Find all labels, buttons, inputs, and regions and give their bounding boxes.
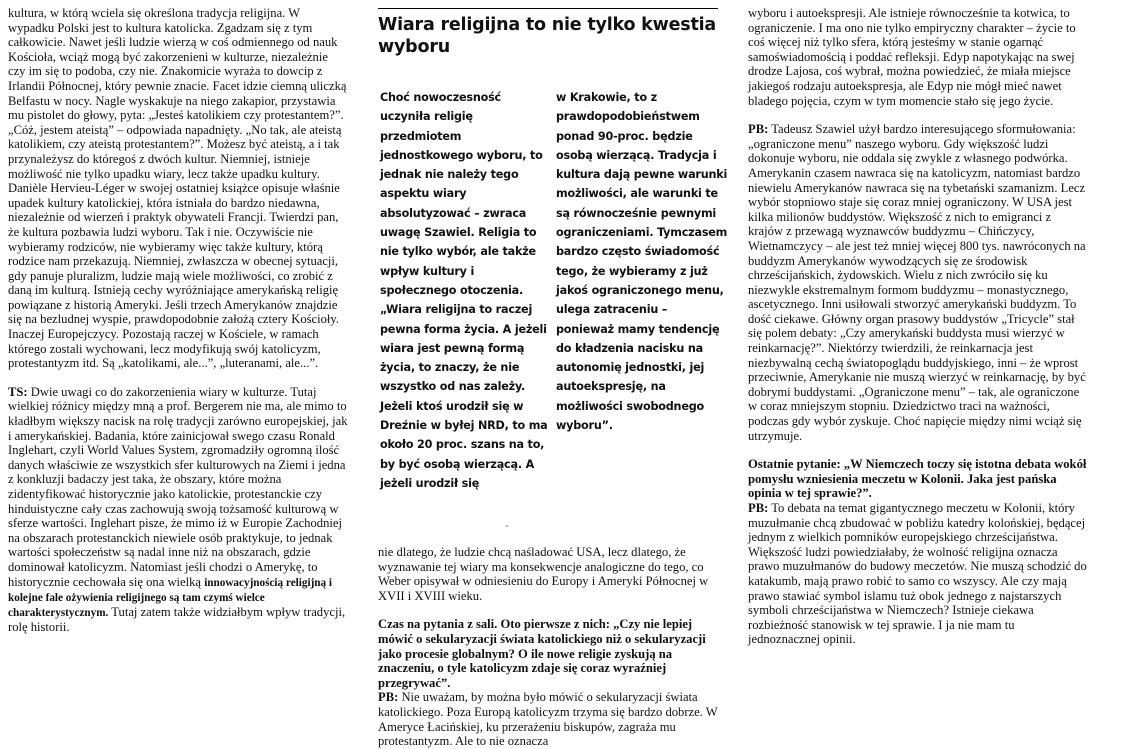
speaker-tag: PB: [378, 690, 399, 705]
paragraph-ts [8, 385, 348, 634]
speaker-tag: TS: [8, 384, 28, 399]
article-column-1 [8, 6, 348, 634]
sidebar-column-left: Choć nowoczesność uczyniła religię przedmiotem jednostkowego wyboru, to jednak nie należy tego aspektu wiary absolutyzować – zwraca uwagę Szawiel. Religia to nie tylko wybór, ale także wpływ kultury i społecznego otoczenia. „Wiara religijna to raczej pewna forma życia. A jeżeli wiara jest pewną formą życia, to znaczy, że nie wszystko od nas zależy. Jeżeli ktoś urodził się w Dreźnie w byłej NRD, to ma około 20 proc. szans na to, by być osobą wierzącą. A jeżeli urodził się [380, 91, 548, 490]
audience-question: Ostatnie pytanie: „W Niemczech toczy się istotna debata wokół pomysłu wzniesienia meczetu w Kolonii. Jaka jest pańska opinia w tej sprawie?”. [748, 457, 1087, 501]
sidebar-headline: Wiara religijna to nie tylko kwestia wyboru [378, 15, 717, 57]
separator-mark: - [505, 521, 509, 532]
paragraph: nie dlatego, że ludzie chcą naśladować USA, lecz dlatego, że wyznawanie tej wiary ma konsekwencje analogiczne do tego, co Weber opisywał w odniesieniu do Europy i Ameryki Północnej w XVII i XVIII wieku. [378, 545, 709, 603]
paragraph-text-end: Tutaj zatem także widziałbym wpływ tradycji, rolę historii. [8, 604, 346, 634]
article-column-3 [748, 6, 1088, 647]
paragraph-pb [748, 122, 1088, 443]
speaker-tag: PB: [748, 122, 769, 137]
headline-rule [378, 8, 718, 9]
paragraph-pb [748, 501, 1088, 647]
paragraph-text: Tadeusz Szawiel użył bardzo interesującego sformułowania: „ograniczone menu” naszego wyboru. Gdy większość ludzi dokonuje wyboru, nie oddala się zwykle z własnego podwórka. Amerykanin czasem nawraca się na katolicyzm, natomiast bardzo niewielu Amerykanów nawraca się na tybetański szamanizm. Lecz wybór stopniowo staje się coraz mniej ograniczony. W USA jest kilka milionów buddystów. Większość z nich to emigranci z krajów z przewagą wyznawców buddyzmu – Chińczycy, Wietnamczycy – ale jest też mniej więcej 800 tys. nawróconych na buddyzm Amerykanów wywodzących się ze środowisk chrześcijańskich, żydowskich. Wielu z nich zwróciło się ku niezwykle ekstremalnym formom buddyzmu – monastycznego, ascetycznego. Inni usiłowali stworzyć amerykański buddyzm. To dość ciekawe. Główny organ prasowy buddystów „Tricycle” stał się polem debaty: „Czy amerykański buddysta musi wierzyć w reinkarnację?”. Niektórzy twierdzili, że reinkarnacja jest niezbywalną cechą światopoglądu buddyjskiego, inni – że wprost przeciwnie, Amerykanie nie muszą wierzyć w reinkarnację, by być dobrymi buddystami. „Ograniczone menu” – tak, ale ograniczone w coraz mniejszym stopniu. Dziedzictwo traci na ważności, podczas gdy wybór zyskuje. Choć napięcie między nimi wciąż się utrzymuje. [748, 122, 1086, 443]
speaker-tag: PB: [748, 501, 769, 515]
paragraph-text-dense: innowacyjnością religijną i kolejne fale ożywienia religijnego są tam czymś wielce charakterystycznym. [8, 576, 333, 619]
article-column-2 [378, 545, 718, 749]
paragraph-pb [378, 690, 718, 748]
paragraph: wyboru i autoekspresji. Ale istnieje równocześnie ta kotwica, to ograniczenie. I ma ono nie tylko empiryczny charakter – życie to coś więcej niż tylko sfera, którą jesteśmy w stanie ogarnąć samoświadomością i poddać refleksji. Edyp napotykając na swej drodze Lajosa, coś wybrał, można powiedzieć, że miała miejsce jakiegoś rodzaju autoekspresja, ale Edyp nie mógł mieć nawet bladego pojęcia, czym w tym momencie stało się jego życie. [748, 6, 1076, 108]
paragraph: kultura, w którą wciela się określona tradycja religijna. W wypadku Polski jest to kultura katolicka. Zgadzam się z tym całkowicie. Nawet jeśli ludzie wierzą w coś odmiennego od nauk Kościoła, wciąż mogą być zakorzenieni w kulturze, niezależnie czy im się to podoba, czy nie. Znakomicie wyraża to dowcip z Irlandii Północnej, który pewnie znacie. Facet idzie ciemną uliczką Belfastu w nocy. Nagle wyskakuje na niego zakapior, przystawia mu pistolet do głowy, pyta: „Jesteś katolikiem czy protestantem?”. „Cóż, jestem ateistą” – odpowiada napadnięty. „No tak, ale ateistą katolikiem, czy ateistą protestantem?”. Możesz być ateistą, a i tak przynależysz do któregoś z dwóch kultur. Niemniej, istnieje możliwość nie tylko upadku wiary, lecz także upadku kultury. Danièle Hervieu-Léger w swojej ostatniej książce opisuje właśnie upadek kultury katolickiej, która istniała do bardzo niedawna, niezależnie od wierzeń i praktyk obywateli Francji. Twierdzi pan, że kultura pozbawia ludzi wyboru. Tak i nie. Oczywiście nie wybieramy rodziców, nie wybieramy więc także kultury, którą rodzice nam przekazują. Niemniej, zwłaszcza w obecnej sytuacji, gdy panuje pluralizm, ludzie mają wiele możliwości, co zrobić z daną im kulturą. Istnieją cechy wyróżniające amerykańską religię powiązane z historią Ameryki. Jeśli trzech Amerykanów znajdzie się na bezludnej wyspie, prawdopodobnie założą cztery Kościoły. Inaczej Europejczycy. Pozostają raczej w Kościele, w ramach którego zostali wychowani, lecz modyfikują swój katolicyzm, protestantyzm itd. Są „katolikami, ale...”, „luteranami, ale...”. [8, 6, 347, 371]
sidebar-column-right: w Krakowie, to z prawdopodobieństwem ponad 90-proc. będzie osobą wierzącą. Tradycja i kultura dają pewne warunki możliwości, ale warunki te są równocześnie pewnymi ograniczeniami. Tymczasem bardzo często świadomość tego, że wybieramy z już jakoś ograniczonego menu, ulega zatraceniu – ponieważ mamy tendencję do kładzenia nacisku na autonomię jednostki, jej autoekspresję, na możliwości swobodnego wyboru”. [556, 91, 728, 433]
paragraph-text: To debata na temat gigantycznego meczetu w Kolonii, który muzułmanie chcą zbudować w pobliżu katedry kolońskiej, będącej jednym z wielkich pomników europejskiego chrześcijaństwa. Większość ludzi powiedziałaby, że wolność religijna oznacza prawo muzułmanów do budowy meczetów. Nie muszą schodzić do katakumb, mają prawo robić to samo co wszyscy. Ale czy mają prawo stawiać symbol islamu tuż obok jednego z najstarszych symboli chrześcijaństwa w Niemczech? Istnieje ciekawa rozbieżność stanowisk w tej sprawie. I ja nie mam tu jednoznacznej opinii. [748, 501, 1087, 647]
paragraph-text: Dwie uwagi co do zakorzenienia wiary w kulturze. Tutaj wielkiej różnicy między mną a prof. Bergerem nie ma, ale mimo to kładłbym większy nacisk na rolę tradycji zarówno europejskiej, jak i amerykańskiej. Badania, które zainicjował swego czasu Ronald Inglehart, czyli World Values System, zgromadziły ogromną ilość danych właściwie ze wszystkich sfer kulturowych na Ziemi i jedna z konkluzji badaczy jest taka, że obszary, które można zidentyfikować historycznie jako katolickie, protestanckie czy hinduistyczne cały czas zachowują swoją tożsamość kulturową w sferze wartości. Inglehart pisze, że mimo iż w Europie Zachodniej na obszarach protestanckich niewiele osób praktykuje, to jednak wartości społeczeństw są nadal inne niż na obszarach, gdzie dominował katolicyzm. Natomiast jeśli chodzi o Amerykę, to historycznie cechowała się ona wielką [8, 384, 348, 589]
paragraph-text: Nie uważam, by można było mówić o sekularyzacji świata katolickiego. Poza Europą katolicyzm trzyma się bardzo dobrze. W Ameryce Łacińskiej, ku przerażeniu biskupów, zagraża mu protestantyzm. Ale to nie oznacza [378, 690, 718, 749]
audience-question: Czas na pytania z sali. Oto pierwsze z nich: „Czy nie lepiej mówić o sekularyzacji świata katolickiego niż o sekularyzacji jako procesie globalnym? O ile nowe religie zyskują na znaczeniu, o tyle katolicyzm zdaje się coraz wyraźniej przegrywać”. [378, 617, 706, 690]
